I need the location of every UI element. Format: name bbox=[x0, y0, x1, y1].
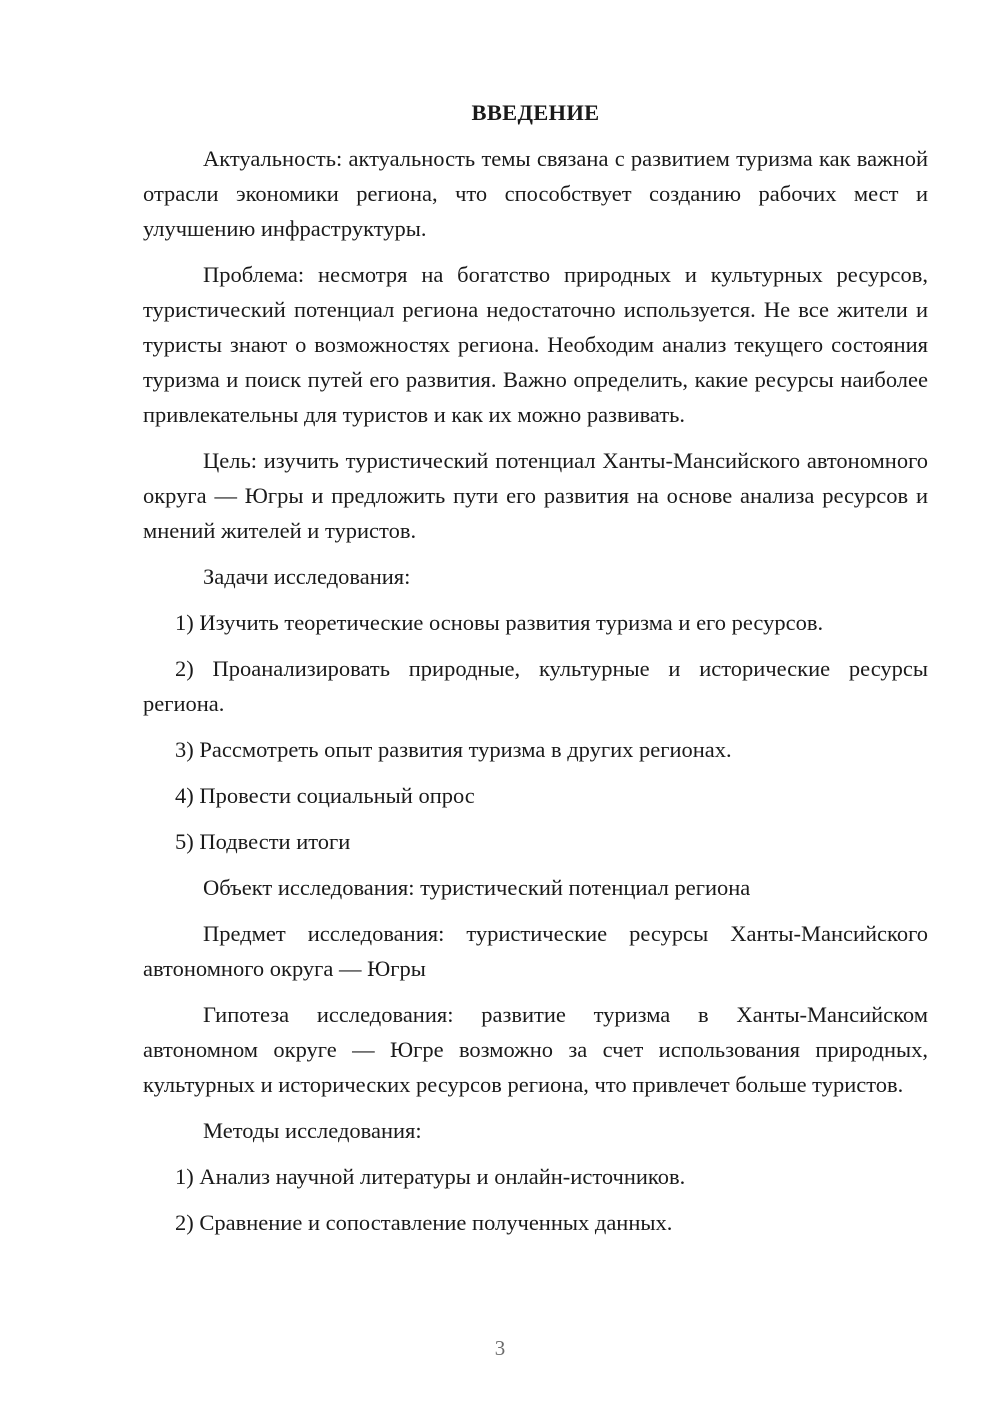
hypothesis-paragraph: Гипотеза исследования: развитие туризма в Ханты-Мансийском автономном округе — Югре возможно за счет использования природных, культурных и исторических ресурсов региона, что привлечет больше туристов. bbox=[143, 1002, 928, 1097]
method-item: 1) Анализ научной литературы и онлайн-источников. bbox=[175, 1164, 686, 1189]
task-item: 5) Подвести итоги bbox=[175, 829, 351, 854]
task-item: 4) Провести социальный опрос bbox=[175, 783, 475, 808]
subject-paragraph: Предмет исследования: туристические ресурсы Ханты-Мансийского автономного округа — Югры bbox=[143, 921, 928, 981]
page-number: 3 bbox=[494, 1336, 506, 1360]
methods-heading: Методы исследования: bbox=[203, 1118, 422, 1143]
object-paragraph: Объект исследования: туристический потенциал региона bbox=[203, 875, 751, 900]
goal-paragraph: Цель: изучить туристический потенциал Ханты-Мансийского автономного округа — Югры и предложить пути его развития на основе анализа ресурсов и мнений жителей и туристов. bbox=[143, 448, 928, 543]
task-item: 3) Рассмотреть опыт развития туризма в других регионах. bbox=[175, 737, 732, 762]
task-item: 1) Изучить теоретические основы развития туризма и его ресурсов. bbox=[175, 610, 824, 635]
method-item: 2) Сравнение и сопоставление полученных данных. bbox=[175, 1210, 673, 1235]
tasks-heading: Задачи исследования: bbox=[203, 564, 411, 589]
task-item: 2) Проанализировать природные, культурные и исторические ресурсы региона. bbox=[143, 656, 928, 716]
relevance-paragraph: Актуальность: актуальность темы связана с развитием туризма как важной отрасли экономики региона, что способствует созданию рабочих мест и улучшению инфраструктуры. bbox=[143, 146, 928, 241]
problem-paragraph: Проблема: несмотря на богатство природных и культурных ресурсов, туристический потенциал региона недостаточно используется. Не все жители и туристы знают о возможностях региона. Необходим анализ текущего состояния туризма и поиск путей его развития. Важно определить, какие ресурсы наиболее привлекательны для туристов и как их можно развивать. bbox=[143, 262, 928, 427]
page-content bbox=[143, 95, 928, 1251]
section-title: ВВЕДЕНИЕ bbox=[471, 100, 600, 125]
